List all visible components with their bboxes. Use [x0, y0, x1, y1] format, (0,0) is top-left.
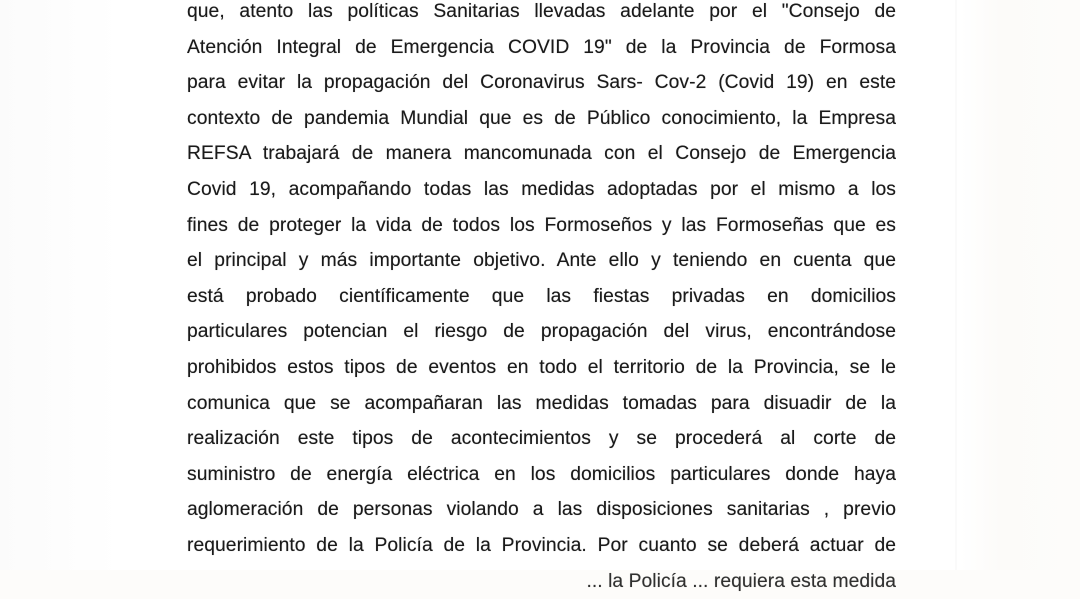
body-line: para evitar la propagación del Coronavirus Sars- Cov-2 (Covid 19) en este: [187, 65, 896, 101]
body-line: fines de proteger la vida de todos los Formoseños y las Formoseñas que es: [187, 208, 896, 244]
body-line: el principal y más importante objetivo. Ante ello y teniendo en cuenta que: [187, 243, 896, 279]
body-line: Covid 19, acompañando todas las medidas adoptadas por el mismo a los: [187, 172, 896, 208]
body-line: contexto de pandemia Mundial que es de Público conocimiento, la Empresa: [187, 101, 896, 137]
page-edge: [955, 0, 957, 570]
body-line: prohibidos estos tipos de eventos en todo el territorio de la Provincia, se le: [187, 350, 896, 386]
body-line: está probado científicamente que las fiestas privadas en domicilios: [187, 279, 896, 315]
body-line: particulares potencian el riesgo de propagación del virus, encontrándose: [187, 314, 896, 350]
body-line-cropped: ... la Policía ... requiera esta medida: [187, 564, 896, 599]
letter-body: [187, 0, 896, 599]
body-line: suministro de energía eléctrica en los domicilios particulares donde haya: [187, 457, 896, 493]
body-line: Atención Integral de Emergencia COVID 19" de la Provincia de Formosa: [187, 30, 896, 66]
body-line: aglomeración de personas violando a las disposiciones sanitarias , previo: [187, 492, 896, 528]
body-line: que, atento las políticas Sanitarias llevadas adelante por el "Consejo de: [187, 0, 896, 30]
body-line: REFSA trabajará de manera mancomunada con el Consejo de Emergencia: [187, 136, 896, 172]
body-line: realización este tipos de acontecimientos y se procederá al corte de: [187, 421, 896, 457]
body-line: requerimiento de la Policía de la Provincia. Por cuanto se deberá actuar de: [187, 528, 896, 564]
body-line: comunica que se acompañaran las medidas tomadas para disuadir de la: [187, 386, 896, 422]
